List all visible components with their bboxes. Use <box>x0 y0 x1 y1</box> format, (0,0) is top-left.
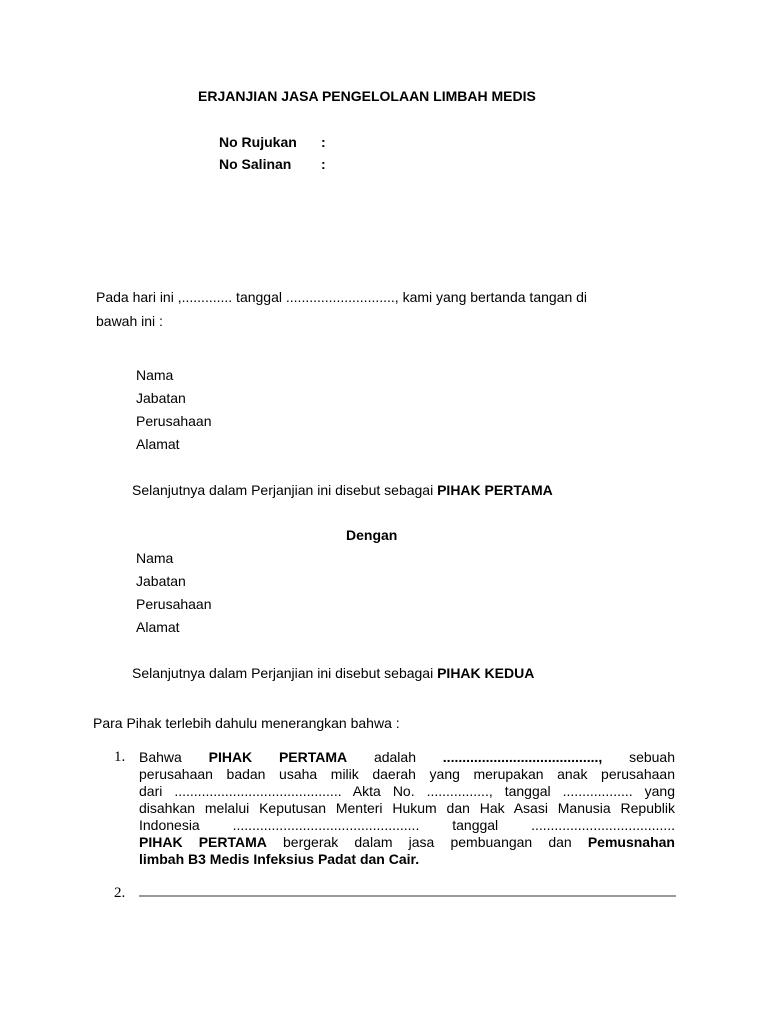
party2-address-field: Alamat <box>136 619 180 635</box>
item-1-line-3: dari ........................................... Akta No. ................, tanggal .................. yang <box>139 783 675 799</box>
item-1-line-2: perusahaan badan usaha milik daerah yang merupakan anak perusahaan <box>139 766 675 782</box>
party1-designation: PIHAK PERTAMA <box>437 482 553 498</box>
party1-address-field: Alamat <box>136 436 180 452</box>
item-1-text: adalah <box>347 749 443 765</box>
item-1-line-4: disahkan melalui Keputusan Menteri Hukum dan Hak Asasi Manusia Republik <box>139 800 675 816</box>
party1-closing <box>132 482 553 498</box>
party2-position-field: Jabatan <box>136 573 186 589</box>
item-1-line-1 <box>139 749 675 766</box>
item-1-line-6 <box>139 834 675 851</box>
party1-position-field: Jabatan <box>136 390 186 406</box>
party-separator: Dengan <box>346 527 398 543</box>
intro-line-1: Pada hari ini ,............. tanggal ............................, kami yang bertanda tangan di <box>96 289 588 305</box>
party2-closing <box>132 665 534 681</box>
item-1-party-name: PIHAK PERTAMA <box>208 749 348 765</box>
item-1-line-5: Indonesia ................................................ tanggal ..................................... <box>139 817 675 833</box>
copy-number-colon: : <box>321 156 326 172</box>
item-1-line-7: limbah B3 Medis Infeksius Padat dan Cair. <box>139 851 420 867</box>
item-1-blank: ........................................, <box>442 749 603 765</box>
item-1-service: Pemusnahan <box>587 834 675 850</box>
item-1-paragraph <box>139 749 675 868</box>
party2-designation: PIHAK KEDUA <box>437 665 535 681</box>
party1-closing-text: Selanjutnya dalam Perjanjian ini disebut sebagai <box>132 482 438 498</box>
party2-company-field: Perusahaan <box>136 596 212 612</box>
intro-line-2: bawah ini : <box>96 313 163 329</box>
item-1-number: 1. <box>114 749 126 765</box>
party1-company-field: Perusahaan <box>136 413 212 429</box>
item-1-text: bergerak dalam jasa pembuangan dan <box>266 834 588 850</box>
reference-number-colon: : <box>321 134 326 150</box>
item-2-blank-line <box>139 895 676 897</box>
copy-number-label: No Salinan <box>219 156 292 172</box>
item-1-text: sebuah <box>602 749 676 765</box>
recital-intro: Para Pihak terlebih dahulu menerangkan bahwa : <box>93 715 400 731</box>
reference-number-label: No Rujukan <box>219 134 297 150</box>
item-2-number: 2. <box>114 885 126 901</box>
party2-name-field: Nama <box>136 550 174 566</box>
party2-closing-text: Selanjutnya dalam Perjanjian ini disebut sebagai <box>132 665 438 681</box>
item-1-text: Bahwa <box>139 749 209 765</box>
party1-name-field: Nama <box>136 367 174 383</box>
document-title: ERJANJIAN JASA PENGELOLAAN LIMBAH MEDIS <box>198 88 536 104</box>
item-1-party-name: PIHAK PERTAMA <box>139 834 267 850</box>
